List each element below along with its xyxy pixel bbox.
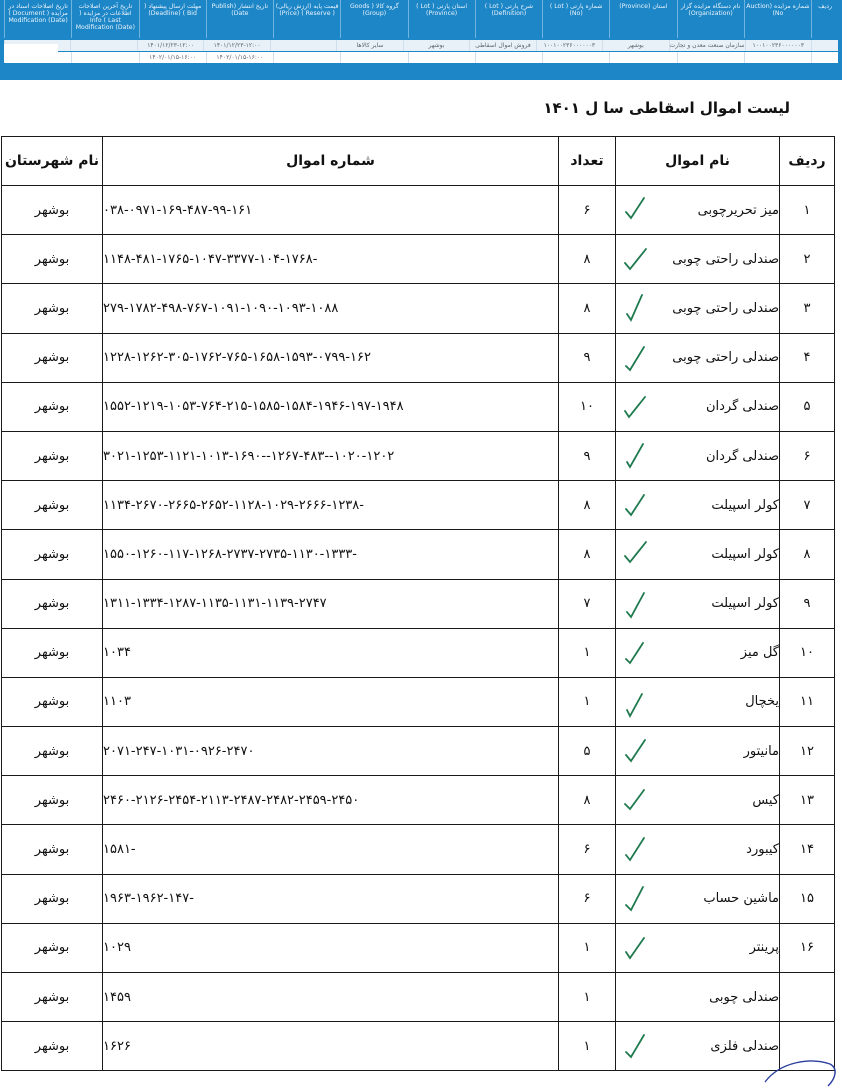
assets-table (1, 136, 835, 1071)
header-row-number: ردیف (780, 137, 835, 186)
asset-name-cell-text: کولر اسپیلت (711, 497, 779, 513)
pen-mark-icon (760, 1052, 840, 1090)
count-cell-text: ۶ (583, 891, 591, 907)
city-cell-text: بوشهر (34, 989, 70, 1005)
count-cell (559, 481, 616, 530)
table-header-row (2, 137, 835, 186)
asset-numbers-cell-text: ۱۳۱۱-۱۳۳۴-۱۲۸۷-۱۱۳۵-۱۱۳۱-۱۱۳۹-۲۷۴۷ (103, 596, 327, 612)
city-cell-text: بوشهر (34, 202, 70, 218)
asset-numbers-cell (103, 284, 559, 333)
auction-cell: سایر کالاها (336, 40, 402, 51)
row-number-cell-text: ۱۳ (800, 792, 814, 808)
city-cell-text: بوشهر (34, 743, 70, 759)
header-col: تاریخ انتشار (Publish Date) (206, 0, 273, 38)
asset-numbers-cell (103, 776, 559, 825)
count-cell (559, 874, 616, 923)
check-mark-icon (622, 686, 648, 718)
row-number-cell (780, 874, 835, 923)
header-city: نام شهرستان (2, 137, 103, 186)
check-mark-icon (622, 489, 648, 521)
auction-cell: ۱۴۰۱/۱۲/۲۳-۱۲:۰۰ (203, 40, 269, 51)
asset-numbers-cell (103, 481, 559, 530)
count-cell-text: ۶ (583, 202, 591, 218)
asset-name-cell-text: یخچال (745, 694, 779, 710)
count-cell (559, 333, 616, 382)
asset-name-cell-text: صندلی راحتی چوبی (672, 251, 779, 267)
auction-row (4, 40, 838, 51)
asset-numbers-cell-text: ۱۴۵۹ (103, 989, 131, 1005)
count-cell-text: ۱ (583, 694, 591, 710)
row-number-cell-text: ۵ (803, 399, 811, 415)
row-number-cell (780, 677, 835, 726)
city-cell (2, 235, 103, 284)
auction-header-columns (4, 0, 838, 38)
check-mark-icon (622, 588, 648, 620)
header-col: گروه کالا Goods ) (Group) (340, 0, 407, 38)
row-number-cell-text: ۱۶ (800, 940, 814, 956)
table-row (2, 186, 835, 235)
auction-cell (744, 52, 811, 63)
header-col: شرح پارتی ( Lot ) (Definition) (475, 0, 542, 38)
check-mark-icon (622, 292, 648, 324)
asset-numbers-cell-text: ۱۶۲۶ (103, 1038, 131, 1054)
asset-name-cell (616, 727, 780, 776)
city-cell (2, 530, 103, 579)
header-count: تعداد (559, 137, 616, 186)
auction-cell (811, 40, 838, 51)
asset-name-cell (616, 874, 780, 923)
header-col: مهلت ارسال پیشنهاد ( Bid ) (Deadline) (139, 0, 206, 38)
asset-name-cell (616, 382, 780, 431)
asset-name-cell-text: صندلی چوبی (709, 989, 779, 1005)
auction-cell (70, 40, 136, 51)
asset-numbers-cell-text: ۱۵۵۰-۱۲۶۰-۱۱۷-۱۲۶۸-۲۷۳۷-۲۷۳۵-۱۱۳۰-۱۳۳۳- (103, 546, 357, 562)
check-mark-icon (622, 833, 648, 865)
asset-numbers-cell-text: ۱۰۲۹ (103, 940, 131, 956)
table-row (2, 1022, 835, 1071)
check-mark-icon (622, 440, 648, 472)
count-cell-text: ۶ (583, 842, 591, 858)
count-cell-text: ۷ (583, 596, 591, 612)
asset-name-cell-text: پرینتر (749, 940, 779, 956)
asset-numbers-cell (103, 579, 559, 628)
city-cell-text: بوشهر (34, 596, 70, 612)
count-cell-text: ۸ (583, 792, 591, 808)
count-cell-text: ۸ (583, 546, 591, 562)
check-mark-icon (622, 1030, 648, 1062)
auction-cell (408, 52, 475, 63)
count-cell-text: ۱ (583, 1038, 591, 1054)
count-cell-text: ۵ (583, 743, 591, 759)
asset-name-cell (616, 776, 780, 825)
auction-cell (542, 52, 609, 63)
count-cell (559, 235, 616, 284)
row-number-cell (780, 186, 835, 235)
auction-row (4, 52, 838, 63)
auction-cell (475, 52, 542, 63)
asset-name-cell (616, 628, 780, 677)
row-number-cell (780, 923, 835, 972)
city-cell-text: بوشهر (34, 251, 70, 267)
count-cell-text: ۸ (583, 497, 591, 513)
header-col: شماره پارتی ( Lot ) (No) (542, 0, 609, 38)
check-mark-icon (622, 784, 648, 816)
row-number-cell (780, 579, 835, 628)
header-col: تاریخ اصلاحات اسناد در مزایده ( Document ) Modification (Date) (4, 0, 71, 38)
table-row (2, 333, 835, 382)
city-cell (2, 333, 103, 382)
asset-numbers-cell-text: ۱۵۸۱- (103, 842, 136, 858)
asset-name-cell (616, 333, 780, 382)
asset-name-cell-text: کولر اسپیلت (711, 546, 779, 562)
asset-name-cell-text: کیس (752, 792, 779, 808)
auction-cell: ۱۴۰۲/۰۱/۱۵-۱۶:۰۰ (139, 52, 206, 63)
check-mark-icon (622, 243, 648, 275)
table-row (2, 874, 835, 923)
asset-numbers-cell (103, 727, 559, 776)
row-number-cell (780, 727, 835, 776)
city-cell (2, 284, 103, 333)
asset-numbers-cell (103, 973, 559, 1022)
row-number-cell-text: ۱۱ (800, 694, 814, 710)
row-number-cell (780, 284, 835, 333)
count-cell (559, 776, 616, 825)
header-col: قیمت پایه (ارزش ریالی) ( Reserve ) (Price) (273, 0, 340, 38)
table-row (2, 382, 835, 431)
city-cell (2, 973, 103, 1022)
city-cell-text: بوشهر (34, 350, 70, 366)
auction-cell: سازمان صنعت معدن و تجارت (669, 42, 745, 49)
asset-numbers-cell (103, 333, 559, 382)
auction-cell (273, 52, 340, 63)
asset-name-cell (616, 186, 780, 235)
city-cell (2, 628, 103, 677)
asset-name-cell-text: ماشین حساب (703, 891, 779, 907)
check-mark-icon (622, 194, 648, 226)
check-mark-icon (622, 391, 648, 423)
city-cell (2, 382, 103, 431)
city-cell-text: بوشهر (34, 497, 70, 513)
table-row (2, 235, 835, 284)
table-row (2, 530, 835, 579)
asset-numbers-cell (103, 677, 559, 726)
asset-name-cell-text: کیبورد (746, 842, 779, 858)
auction-cell: بوشهر (403, 40, 469, 51)
asset-name-cell-text: صندلی راحتی چوبی (672, 350, 779, 366)
city-cell-text: بوشهر (34, 448, 70, 464)
city-cell (2, 431, 103, 480)
auction-cell: بوشهر (602, 40, 668, 51)
row-number-cell (780, 825, 835, 874)
city-cell (2, 923, 103, 972)
asset-numbers-cell-text: ۱۲۲۸-۱۲۶۲-۳۰۵-۱۷۶۲-۷۶۵-۱۶۵۸-۱۵۹۳-۰۷۹۹-۱۶۲ (103, 350, 371, 366)
asset-name-cell (616, 235, 780, 284)
asset-name-cell-text: گل میز (740, 645, 779, 661)
row-number-cell-text: ۳ (803, 300, 811, 316)
row-number-cell-text: ۲ (803, 251, 811, 267)
count-cell (559, 1022, 616, 1071)
asset-numbers-cell (103, 235, 559, 284)
city-cell-text: بوشهر (34, 546, 70, 562)
asset-name-cell (616, 923, 780, 972)
asset-numbers-cell (103, 825, 559, 874)
asset-name-cell (616, 1022, 780, 1071)
auction-cell: ۱۰۰۱۰۰۲۳۶۰۰۰۰۰۰۳ (745, 40, 811, 51)
row-number-cell-text: ۱۲ (800, 743, 814, 759)
header-col: استان پارتی ( Lot ) (Province) (408, 0, 475, 38)
asset-numbers-cell (103, 1022, 559, 1071)
asset-numbers-cell-text: ۱۱۳۴-۲۶۷۰-۲۶۶۵-۲۶۵۲-۱۱۲۸-۱۰۲۹-۲۶۶۶-۱۲۳۸- (103, 497, 364, 513)
asset-numbers-cell (103, 628, 559, 677)
asset-name-cell (616, 284, 780, 333)
count-cell (559, 530, 616, 579)
auction-header-strip (0, 0, 842, 80)
table-row (2, 481, 835, 530)
asset-numbers-cell-text: ۱۱۰۳ (103, 694, 131, 710)
auction-cell: ۱۴۰۱/۱۲/۲۳-۱۲:۰۰ (137, 40, 203, 51)
count-cell (559, 727, 616, 776)
count-cell (559, 628, 616, 677)
asset-numbers-cell (103, 874, 559, 923)
row-number-cell-text: ۸ (803, 546, 811, 562)
count-cell-text: ۱ (583, 989, 591, 1005)
asset-numbers-cell-text: ۱۹۶۳-۱۹۶۲-۱۴۷- (103, 891, 194, 907)
auction-cell (270, 40, 336, 51)
city-cell (2, 186, 103, 235)
row-number-cell (780, 431, 835, 480)
city-cell-text: بوشهر (34, 842, 70, 858)
check-mark-icon (622, 735, 648, 767)
auction-cell: فروش اموال اسقاطی (469, 40, 535, 51)
auction-cell (609, 52, 676, 63)
city-cell-text: بوشهر (34, 940, 70, 956)
asset-numbers-cell-text: ۲۴۶۰-۲۱۲۶-۲۴۵۴-۲۱۱۳-۲۴۸۷-۲۴۸۲-۲۴۵۹-۲۴۵۰ (103, 792, 360, 808)
city-cell (2, 579, 103, 628)
row-number-cell-text: ۱ (803, 202, 811, 218)
city-cell-text: بوشهر (34, 891, 70, 907)
header-col: تاریخ آخرین اصلاحات اطلاعات در مزایده ( Last ) Info Modification (Date) (71, 0, 138, 38)
city-cell-text: بوشهر (34, 645, 70, 661)
asset-name-cell-text: صندلی گردان (705, 448, 779, 464)
asset-name-cell (616, 481, 780, 530)
asset-numbers-cell-text: ۳۰۲۱-۱۲۵۳-۱۱۲۱-۱۰۱۳-۱۶۹۰--۱۲۶۷-۴۸۳--۱۰۲۰-۱۲۰۲ (103, 448, 395, 464)
city-cell-text: بوشهر (34, 399, 70, 415)
table-row (2, 727, 835, 776)
asset-name-cell-text: صندلی فلزی (710, 1038, 779, 1054)
asset-name-cell-text: مانیتور (743, 743, 779, 759)
asset-name-cell (616, 825, 780, 874)
count-cell (559, 579, 616, 628)
table-row (2, 579, 835, 628)
city-cell (2, 874, 103, 923)
asset-name-cell (616, 431, 780, 480)
asset-name-cell-text: صندلی راحتی چوبی (672, 300, 779, 316)
auction-cell: ۱۴۰۲/۰۱/۱۵-۱۶:۰۰ (206, 52, 273, 63)
auction-cell (71, 52, 138, 63)
header-col: ردیف (811, 0, 838, 38)
row-number-cell-text: ۹ (803, 596, 811, 612)
count-cell-text: ۹ (583, 448, 591, 464)
count-cell-text: ۱۰ (580, 399, 594, 415)
asset-numbers-cell-text: ۱۵۵۲-۱۲۱۹-۱۰۵۳-۷۶۴-۲۱۵-۱۵۸۵-۱۵۸۴-۱۹۴۶-۱۹۷-۱۹۴۸ (103, 399, 404, 415)
asset-name-cell (616, 579, 780, 628)
row-number-cell (780, 382, 835, 431)
count-cell (559, 382, 616, 431)
count-cell-text: ۱ (583, 645, 591, 661)
asset-name-cell-text: کولر اسپیلت (711, 596, 779, 612)
row-number-cell-text: ۷ (803, 497, 811, 513)
header-col: استان (Province) (609, 0, 676, 38)
table-row (2, 923, 835, 972)
check-mark-icon (622, 932, 648, 964)
asset-numbers-cell-text: ۲۷۹-۱۷۸۲-۴۹۸-۷۶۷-۱۰۹۱-۱۰۹۰-۱۰۹۳-۱۰۸۸ (103, 300, 339, 316)
city-cell-text: بوشهر (34, 300, 70, 316)
table-row (2, 825, 835, 874)
header-col: نام دستگاه مزایده گزار (Organization) (677, 0, 744, 38)
row-number-cell (780, 530, 835, 579)
table-row (2, 973, 835, 1022)
city-cell-text: بوشهر (34, 694, 70, 710)
header-col: شماره مزایده (Auction No) (744, 0, 811, 38)
auction-cell: ۱۰۰۱۰۰۲۳۶۰۰۰۰۰۰۳ (536, 40, 602, 51)
asset-numbers-cell-text: ۰۳۸-۰۹۷۱-۱۶۹-۴۸۷-۹۹-۱۶۱ (103, 202, 253, 218)
count-cell (559, 186, 616, 235)
table-row (2, 284, 835, 333)
document-title: لیست اموال اسقاطی سا ل ۱۴۰۱ (543, 99, 790, 117)
row-number-cell-text: ۱۰ (800, 645, 814, 661)
count-cell-text: ۸ (583, 251, 591, 267)
auction-cell (340, 52, 407, 63)
auction-cell (677, 52, 744, 63)
count-cell-text: ۸ (583, 300, 591, 316)
city-cell (2, 776, 103, 825)
asset-numbers-cell (103, 431, 559, 480)
row-number-cell-text: ۱۴ (800, 842, 814, 858)
asset-numbers-cell (103, 530, 559, 579)
row-number-cell-text: ۶ (803, 448, 811, 464)
check-mark-icon (622, 538, 648, 570)
city-cell (2, 1022, 103, 1071)
row-number-cell (780, 973, 835, 1022)
city-cell (2, 481, 103, 530)
row-number-cell (780, 481, 835, 530)
table-row (2, 431, 835, 480)
check-mark-icon (622, 883, 648, 915)
asset-name-cell (616, 530, 780, 579)
city-cell-text: بوشهر (34, 792, 70, 808)
row-number-cell (780, 776, 835, 825)
city-cell-text: بوشهر (34, 1038, 70, 1054)
asset-numbers-cell (103, 923, 559, 972)
table-row (2, 628, 835, 677)
row-number-cell (780, 628, 835, 677)
row-number-cell (780, 333, 835, 382)
asset-name-cell-text: صندلی گردان (705, 399, 779, 415)
count-cell (559, 431, 616, 480)
count-cell (559, 923, 616, 972)
count-cell-text: ۹ (583, 350, 591, 366)
asset-numbers-cell-text: ۲۰۷۱-۲۴۷-۱۰۳۱-۰۹۲۶-۲۴۷۰ (103, 743, 255, 759)
row-number-cell-text: ۴ (803, 350, 811, 366)
city-cell (2, 727, 103, 776)
count-cell (559, 677, 616, 726)
asset-name-cell-text: میز تحریرچوبی (697, 202, 779, 218)
table-row (2, 677, 835, 726)
city-cell (2, 677, 103, 726)
asset-name-cell (616, 677, 780, 726)
check-mark-icon (622, 637, 648, 669)
count-cell (559, 284, 616, 333)
count-cell-text: ۱ (583, 940, 591, 956)
count-cell (559, 825, 616, 874)
row-number-cell-text: ۱۵ (800, 891, 814, 907)
asset-name-cell (616, 973, 780, 1022)
count-cell (559, 973, 616, 1022)
row-number-cell (780, 235, 835, 284)
header-asset-numbers: شماره اموال (103, 137, 559, 186)
auction-cell (811, 52, 838, 63)
asset-numbers-cell (103, 186, 559, 235)
check-mark-icon (622, 342, 648, 374)
asset-numbers-cell-text: ۱۱۴۸-۴۸۱-۱۷۶۵-۱۰۴۷-۳۳۷۷-۱۰۴-۱۷۶۸- (103, 251, 318, 267)
city-cell (2, 825, 103, 874)
table-row (2, 776, 835, 825)
asset-numbers-cell-text: ۱۰۳۴ (103, 645, 131, 661)
asset-numbers-cell (103, 382, 559, 431)
redaction-box (4, 44, 58, 62)
header-asset-name: نام اموال (616, 137, 780, 186)
